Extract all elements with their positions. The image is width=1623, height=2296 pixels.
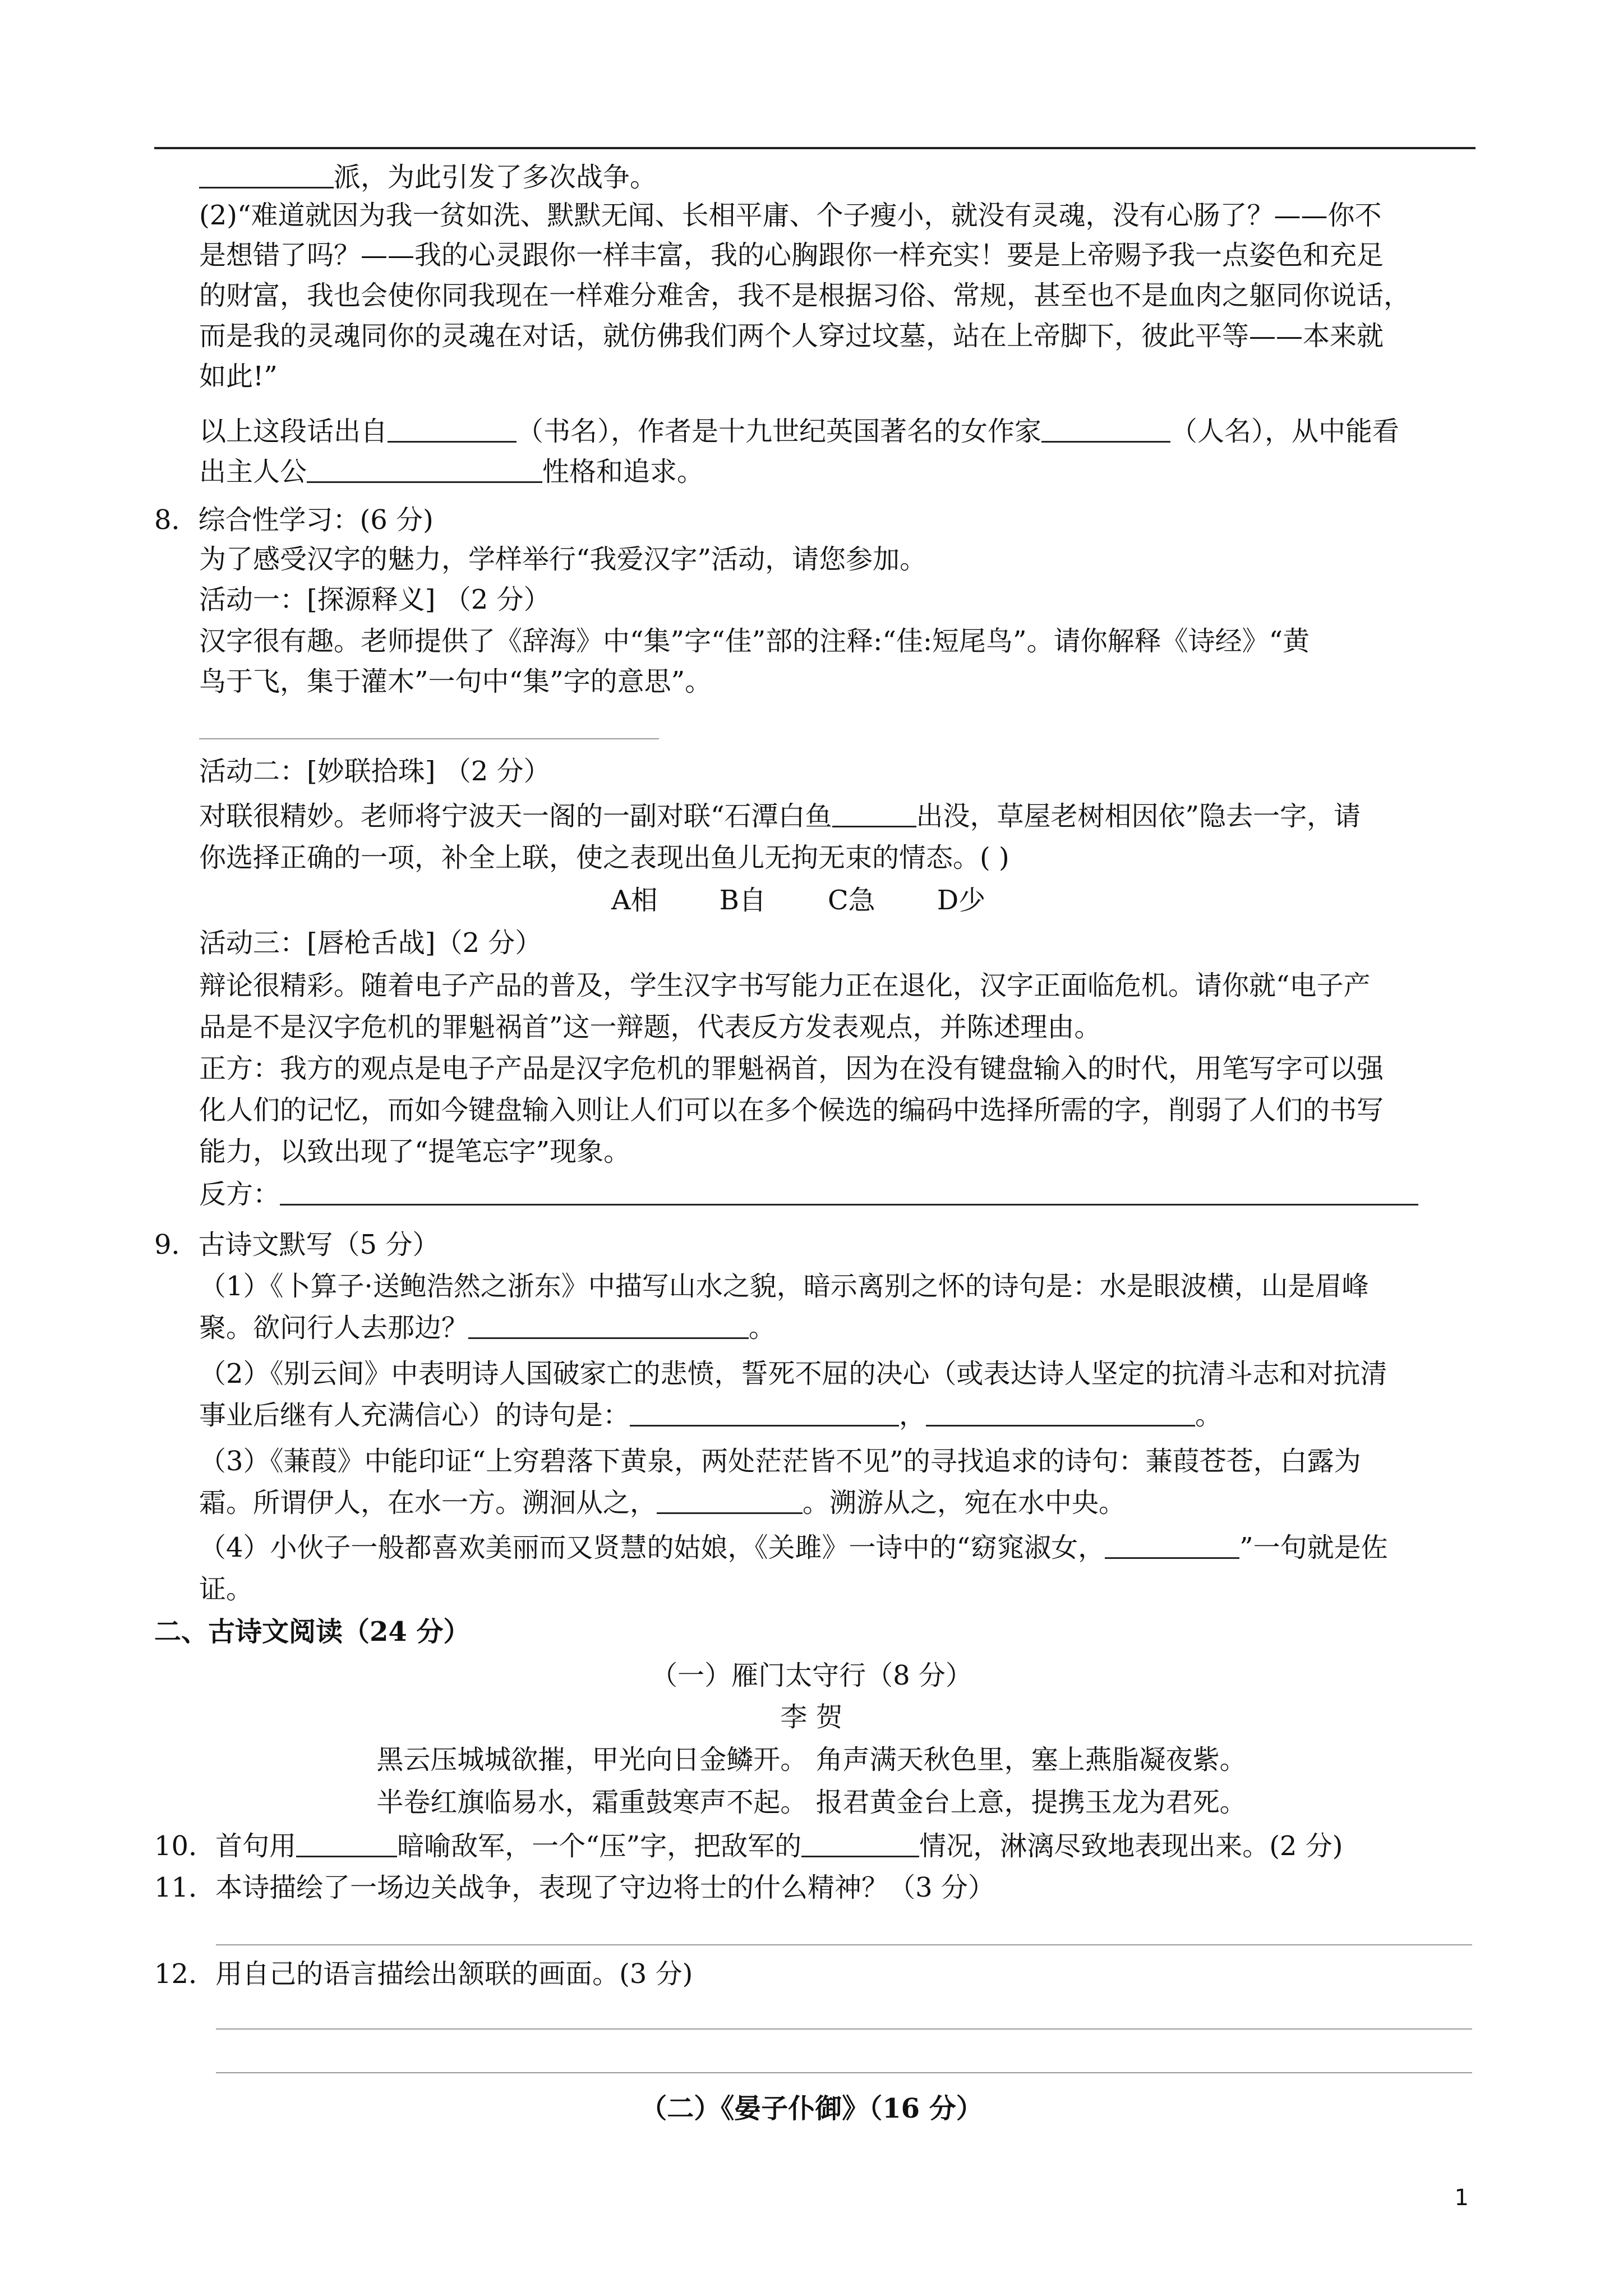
text-line: 正方：我方的观点是电子产品是汉字危机的罪魁祸首，因为在没有键盘输入的时代，用笔写字可以强 (199, 1053, 1384, 1084)
text-line: 是想错了吗？——我的心灵跟你一样丰富，我的心胸跟你一样充实！要是上帝赐予我一点姿色和充足 (199, 240, 1384, 271)
answer-blank[interactable] (926, 1400, 1195, 1427)
text-line: 鸟于飞，集于灌木”一句中“集”字的意思”。 (199, 666, 712, 697)
text-line: 反方： (199, 1178, 1478, 1211)
text-line: (2)“难道就因为我一贫如洗、默默无闻、长相平庸、个子瘦小，就没有灵魂，没有心肠了？——你不 (199, 200, 1382, 231)
text-line: 聚。欲问行人去那边？ 。 (199, 1312, 776, 1343)
poem-line: 半卷红旗临易水，霜重鼓寒声不起。 报君黄金台上意，提携玉龙为君死。 (376, 1787, 1247, 1818)
question-9-heading: 9．古诗文默写（5 分） (154, 1229, 440, 1260)
activity-2-heading: 活动二：[妙联拾珠] （2 分） (199, 756, 551, 787)
answer-line[interactable] (216, 1944, 1472, 1945)
answer-blank-rebuttal[interactable] (280, 1179, 1418, 1205)
text-line: 证。 (199, 1573, 253, 1605)
section-2-2-heading: （二）《晏子仆御》（16 分） (640, 2093, 983, 2124)
question-8-heading: 8．综合性学习：(6 分) (154, 504, 434, 536)
text-line: 对联很精妙。老师将宁波天一阁的一副对联“石潭白鱼 出没，草屋老树相因依”隐去一字，请 (199, 800, 1361, 832)
activity-1-heading: 活动一：[探源释义] （2 分） (199, 584, 551, 615)
text-line: （3）《蒹葭》中能印证“上穷碧落下黄泉，两处茫茫皆不见”的寻找追求的诗句：蒹葭苍苍，白露为 (199, 1446, 1361, 1477)
text-line: 品是不是汉字危机的罪魁祸首”这一辩题，代表反方发表观点，并陈述理由。 (199, 1011, 1101, 1043)
poem-line: 黑云压城城欲摧，甲光向日金鳞开。 角声满天秋色里，塞上燕脂凝夜紫。 (376, 1744, 1247, 1775)
option-d[interactable]: D少 (937, 885, 986, 916)
text-line: 如此!” (199, 361, 278, 392)
answer-blank[interactable] (801, 1831, 919, 1857)
option-list (611, 884, 1623, 917)
answer-blank[interactable] (468, 1313, 749, 1339)
text-line: 而是我的灵魂同你的灵魂在对话，就仿佛我们两个人穿过坟墓，站在上帝脚下，彼此平等——本来就 (199, 320, 1384, 352)
text-line: 事业后继有人充满信心）的诗句是： ， 。 (199, 1400, 1223, 1431)
text-line: 为了感受汉字的魅力，学样举行“我爱汉字”活动，请您参加。 (199, 544, 927, 575)
question-10: 10．首句用 暗喻敌军，一个“压”字，把敌军的 情况，淋漓尽致地表现出来。(2 分) (154, 1830, 1343, 1862)
page-number: 1 (1454, 2185, 1469, 2211)
text-line: 化人们的记忆，而如今键盘输入则让人们可以在多个候选的编码中选择所需的字，削弱了人们的书写 (199, 1094, 1384, 1126)
question-12: 12．用自己的语言描绘出颔联的画面。(3 分) (154, 1958, 693, 1990)
answer-blank[interactable] (296, 1831, 397, 1857)
option-a[interactable]: A相 (611, 885, 658, 916)
text-line: 派，为此引发了多次战争。 (199, 161, 1478, 194)
section-2-heading: 二、古诗文阅读（24 分） (154, 1616, 471, 1648)
text-line: 能力，以致出现了“提笔忘字”现象。 (199, 1136, 631, 1167)
answer-blank[interactable] (199, 162, 334, 188)
answer-line[interactable] (199, 738, 659, 739)
text-line: 霜。所谓伊人，在水一方。溯洄从之， 。溯游从之，宛在水中央。 (199, 1487, 1126, 1519)
poem-author: 李 贺 (780, 1701, 843, 1733)
answer-blank-book[interactable] (388, 416, 517, 443)
text-line: 汉字很有趣。老师提供了《辞海》中“集”字“佳”部的注释:“佳:短尾鸟”。请你解释《诗经》“黄 (199, 625, 1310, 657)
text-line: 辩论很精彩。随着电子产品的普及，学生汉字书写能力正在退化，汉字正面临危机。请你就“电子产 (199, 970, 1371, 1001)
text-line: 你选择正确的一项，补全上联，使之表现出鱼儿无拘无束的情态。( ) (199, 842, 1009, 873)
text-line: 以上这段话出自 （书名），作者是十九世纪英国著名的女作家 （人名），从中能看 (199, 416, 1400, 447)
answer-blank[interactable] (657, 1488, 803, 1514)
option-c[interactable]: C急 (827, 885, 875, 916)
poem-title: （一）雁门太守行（8 分） (651, 1660, 972, 1691)
answer-line[interactable] (216, 2072, 1472, 2073)
answer-blank[interactable] (1105, 1533, 1239, 1559)
option-b[interactable]: B自 (719, 885, 766, 916)
text-line: （2）《别云间》中表明诗人国破家亡的悲愤，誓死不屈的决心（或表达诗人坚定的抗清斗志和对抗清 (199, 1358, 1387, 1389)
header-rule (154, 147, 1476, 149)
text-line: （4）小伙子一般都喜欢美丽而又贤慧的姑娘，《关雎》一诗中的“窈窕淑女， ”一句就是佐 (199, 1532, 1388, 1563)
activity-3-heading: 活动三：[唇枪舌战]（2 分） (199, 927, 542, 959)
answer-line[interactable] (216, 2028, 1472, 2030)
text-line: 的财富，我也会使你同我现在一样难分难舍，我不是根据习俗、常规，甚至也不是血肉之躯同你说话， (199, 280, 1411, 311)
text-line: 出主人公 性格和追求。 (199, 456, 704, 487)
text-line: （1）《卜算子·送鲍浩然之浙东》中描写山水之貌，暗示离别之怀的诗句是：水是眼波横，山是眉峰 (199, 1271, 1369, 1302)
question-11: 11．本诗描绘了一场边关战争，表现了守边将士的什么精神？（3 分） (154, 1872, 995, 1903)
answer-blank[interactable] (630, 1400, 899, 1427)
answer-blank[interactable] (832, 801, 916, 827)
answer-blank-author[interactable] (1041, 416, 1170, 443)
answer-blank-character[interactable] (307, 457, 542, 483)
